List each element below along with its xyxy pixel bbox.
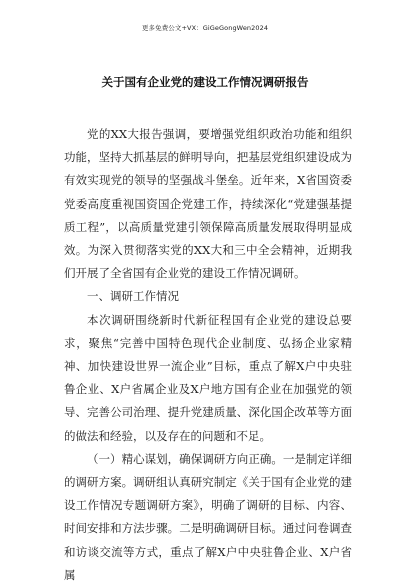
paragraph-intro: 党的XX大报告强调，要增强党组织政治功能和组织功能，坚持大抓基层的鲜明导向，把基层党组织建设成为有效实现党的领导的坚强战斗堡垒。近年来，X省国资委党委高度重视国资国企党建工作，持续深化“党建强基提质工程”，以高质量党建引领保障高质量发展取得明显成效。为深入贯彻落实党的XX大和三中全会精神，近期我们开展了全省国有企业党的建设工作情况调研。 [64, 127, 352, 281]
paragraph-planning: （一）精心谋划，确保调研方向正确。一是制定详细的调研方案。调研组认真研究制定《关于国有企业党的建设工作情况专题调研方案》，明确了调研的目标、内容、时间安排和方法步骤。二是明确调研目标。通过问卷调查和访谈交流等方式，重点了解X户中央驻鲁企业、X户省属 [64, 451, 352, 582]
section-heading: 一、调研工作情况 [87, 289, 179, 304]
document-body [64, 123, 352, 587]
paragraph-overview: 本次调研围绕新时代新征程国有企业党的建设总要求，聚焦“完善中国特色现代企业制度、弘扬企业家精神、加快建设世界一流企业”目标，重点了解X户中央驻鲁企业、X户省属企业及X户地方国有企业在加强党的领导、完善公司治理、提升党建质量、深化国企改革等方面的做法和经验，以及存在的问题和不足。 [64, 312, 352, 443]
document-title: 关于国有企业党的建设工作情况调研报告 [101, 75, 309, 89]
header-note: 更多免费公文+VX：GiGeGongWen2024 [141, 24, 269, 32]
